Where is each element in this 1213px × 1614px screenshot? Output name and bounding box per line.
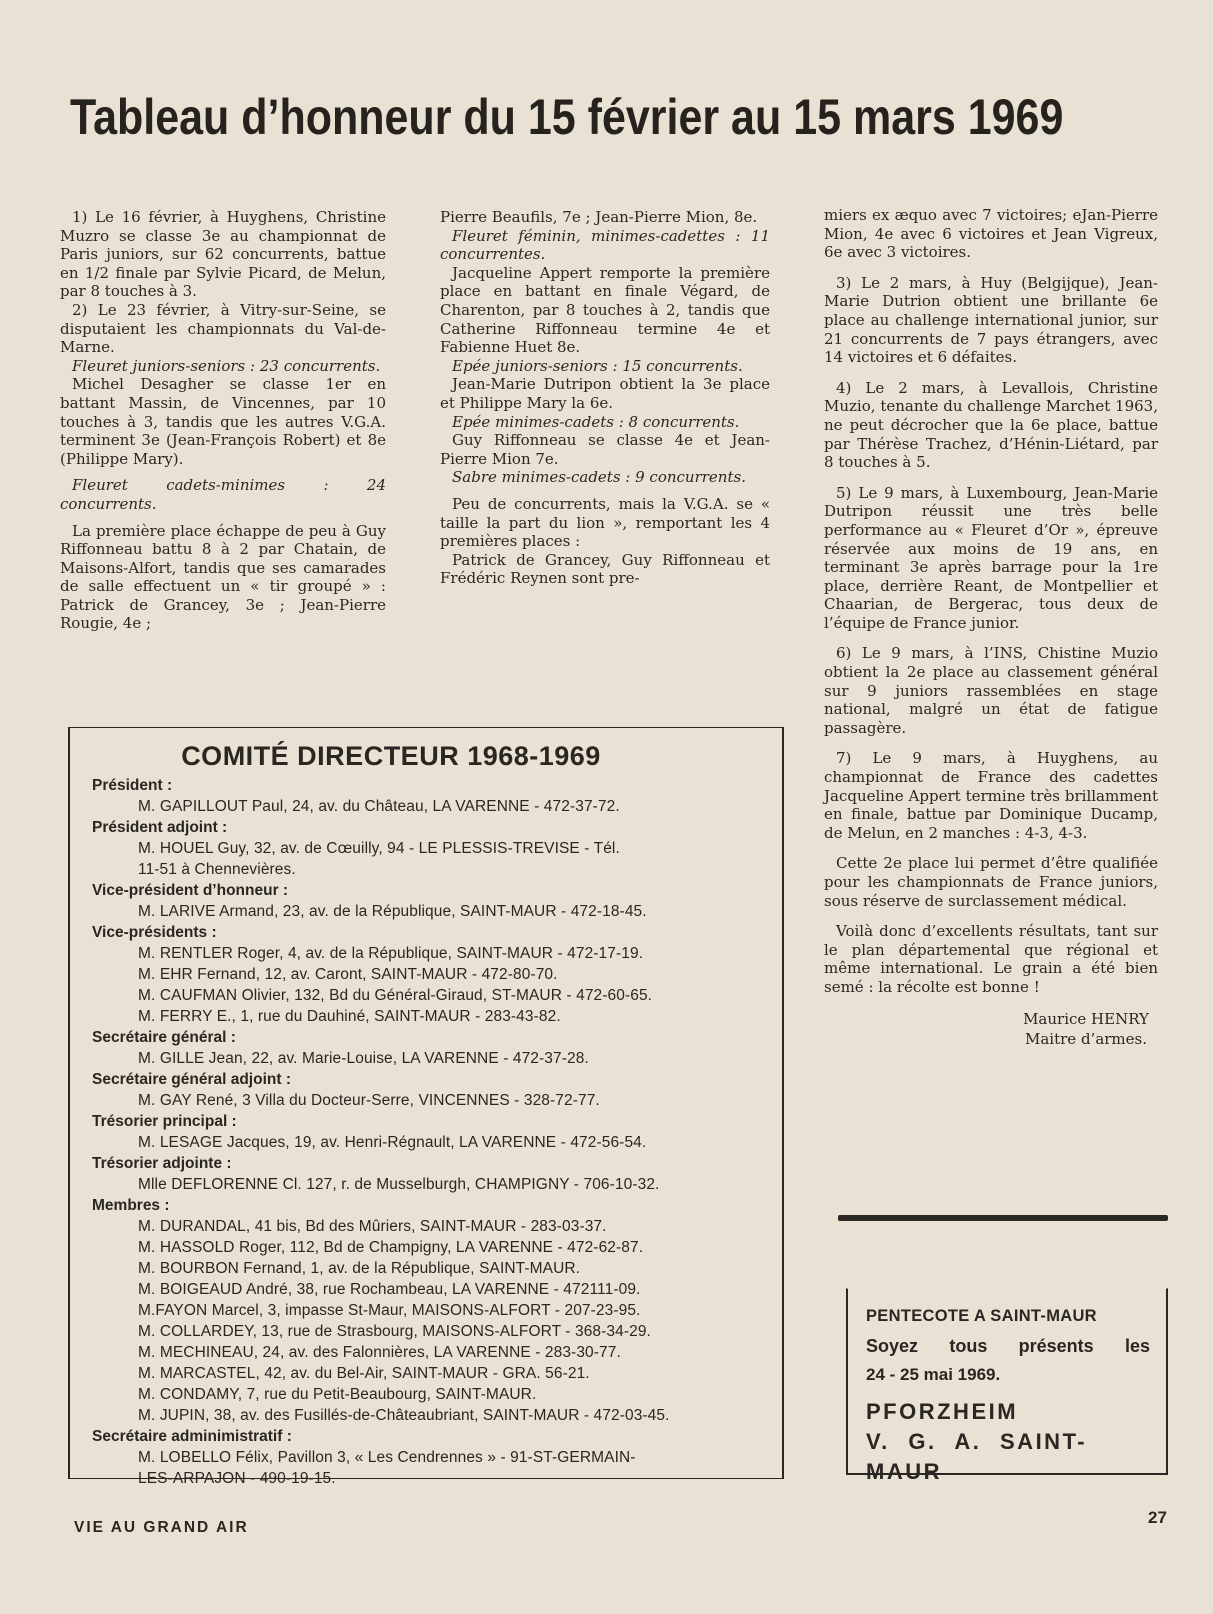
paragraph-heading: Sabre minimes-cadets : 9 concurrents. [452,468,746,487]
paragraph: 1) Le 16 février, à Huyghens, Christine Muzro se classe 3e au championnat de Paris juniors, sur 62 concurrents, battue en 1/2 finale par Sylvie Picard, de Melun, par 8 touches à 3. [60,208,386,301]
article-column-2 [440,208,770,588]
role-title: Secrétaire général : [92,1029,236,1046]
member-entry: M. LESAGE Jacques, 19, av. Henri-Régnault, LA VARENNE - 472-56-54. [138,1134,647,1151]
member-entry: M. DURANDAL, 41 bis, Bd des Mûriers, SAINT-MAUR - 283-03-37. [138,1218,607,1235]
paragraph: La première place échappe de peu à Guy Riffonneau battu 8 à 2 par Chatain, de Maisons-Alfort, tandis que ses camarades de salle effectuent un « tir groupé » : Patrick de Grancey, 3e ; Jean-Pierre Rougie, 4e ; [60,521,386,633]
member-entry: M. RENTLER Roger, 4, av. de la République, SAINT-MAUR - 472-17-19. [138,945,644,962]
member-entry: M. MARCASTEL, 42, av. du Bel-Air, SAINT-MAUR - GRA. 56-21. [138,1365,590,1382]
paragraph: Michel Desagher se classe 1er en battant Massin, de Vincennes, par 10 touches à 3, tandis que les autres V.G.A. terminent 3e (Jean-François Robert) et 8e (Philippe Mary). [60,375,386,468]
paragraph: 6) Le 9 mars, à l’INS, Chistine Muzio obtient la 2e place au classement général sur 9 juniors rassemblées en stage national, malgré un état de fatigue passagère. [824,644,1158,737]
member-entry: M. GAPILLOUT Paul, 24, av. du Château, LA VARENNE - 472-37-72. [138,798,620,815]
paragraph: 4) Le 2 mars, à Levallois, Christine Muzio, tenante du challenge Marchet 1963, ne peut décrocher que la 6e place, battue par Thérèse Trachez, d’Hénin-Liétard, par 8 touches à 5. [824,378,1158,472]
member-entry: M. BOURBON Fernand, 1, av. de la République, SAINT-MAUR. [138,1260,581,1277]
paragraph: Patrick de Grancey, Guy Riffonneau et Frédéric Reynen sont pre- [440,550,770,588]
paragraph: 5) Le 9 mars, à Luxembourg, Jean-Marie Dutripon réussit une très belle performance au « Fleuret d’Or », épreuve réservée aux moins de 19 ans, en terminant 3e après barrage pour la 1re place, derrière Reant, de Montpellier et Chaarian, de Bergerac, tous deux de l’équipe de France junior. [824,483,1158,632]
paragraph: Jacqueline Appert remporte la première place en battant en finale Végard, de Charenton, par 8 touches à 2, tandis que Catherine Riffonneau termine 4e et Fabienne Huet 8e. [440,263,770,357]
author-role: Maitre d’armes. [1025,1029,1147,1048]
role-title: Vice-président d’honneur : [92,882,289,899]
paragraph: Pierre Beaufils, 7e ; Jean-Pierre Mion, 8e. [440,208,758,226]
paragraph: miers ex æquo avec 7 victoires; eJan-Pierre Mion, 4e avec 6 victoires et Jean Vigreux, 6e avec 3 victoires. [824,206,1158,262]
role-title: Secrétaire général adjoint : [92,1071,291,1088]
member-entry: M. LOBELLO Félix, Pavillon 3, « Les Cendrennes » - 91-ST-GERMAIN- [138,1449,636,1466]
member-entry: M. MECHINEAU, 24, av. des Falonnières, LA VARENNE - 283-30-77. [138,1344,621,1361]
member-entry: M. JUPIN, 38, av. des Fusillés-de-Châteaubriant, SAINT-MAUR - 472-03-45. [138,1407,670,1424]
role-title: Président adjoint : [92,819,228,836]
member-entry: M. BOIGEAUD André, 38, rue Rochambeau, LA VARENNE - 472111-09. [138,1281,641,1298]
paragraph-heading: Fleuret cadets-minimes : 24 concurrents. [60,476,386,513]
member-entry: M. GILLE Jean, 22, av. Marie-Louise, LA VARENNE - 472-37-28. [138,1050,589,1067]
paragraph-heading: Fleuret féminin, minimes-cadettes : 11 concurrentes. [440,226,770,264]
paragraph: 7) Le 9 mars, à Huyghens, au championnat de France des cadettes Jacqueline Appert termine très brillamment en finale, battue par Dominique Ducamp, de Melun, en 2 manches : 4-3, 4-3. [824,749,1158,842]
article-column-3 [824,206,1158,1049]
member-entry: M. CONDAMY, 7, rue du Petit-Beaubourg, SAINT-MAUR. [138,1386,537,1403]
ad-line: PENTECOTE A SAINT-MAUR [866,1307,1097,1325]
page-title: Tableau d’honneur du 15 février au 15 mars 1969 [70,89,1064,145]
member-entry: M. HASSOLD Roger, 112, Bd de Champigny, LA VARENNE - 472-62-87. [138,1239,644,1256]
role-title: Vice-présidents : [92,924,217,941]
magazine-name: VIE AU GRAND AIR [74,1519,249,1536]
ad-line: PFORZHEIM [866,1399,1019,1424]
role-title: Trésorier adjointe : [92,1155,232,1172]
role-title: Secrétaire adminimistratif : [92,1428,292,1445]
signature [824,1009,1158,1049]
member-entry: LES-ARPAJON - 490-19-15. [138,1470,336,1487]
role-title: Président : [92,777,173,794]
paragraph: Peu de concurrents, mais la V.G.A. se « taille la part du lion », remportant les 4 premières places : [440,494,770,551]
paragraph: 3) Le 2 mars, à Huy (Belgijque), Jean-Marie Dutrion obtient une brillante 6e place au challenge international junior, sur 21 concurrents de 7 pays étrangers, avec 14 victoires et 6 défaites. [824,273,1158,367]
member-entry: M. COLLARDEY, 13, rue de Strasbourg, MAISONS-ALFORT - 368-34-29. [138,1323,651,1340]
paragraph-heading: Fleuret juniors-seniors : 23 concurrents. [72,356,381,375]
member-entry: Mlle DEFLORENNE Cl. 127, r. de Musselburgh, CHAMPIGNY - 706-10-32. [138,1176,660,1193]
paragraph: Guy Riffonneau se classe 4e et Jean-Pierre Mion 7e. [440,431,770,468]
author-name: Maurice HENRY [1023,1009,1149,1028]
divider [838,1215,1168,1221]
ad-line: 24 - 25 mai 1969. [866,1365,1001,1384]
role-title: Trésorier principal : [92,1113,237,1130]
event-ad-box [846,1288,1168,1484]
paragraph-heading: Epée juniors-seniors : 15 concurrents. [452,356,743,375]
role-title: Membres : [92,1197,170,1214]
paragraph: Jean-Marie Dutripon obtient la 3e place et Philippe Mary la 6e. [440,375,770,412]
member-entry: M. FERRY E., 1, rue du Dauhiné, SAINT-MAUR - 283-43-82. [138,1008,561,1025]
paragraph: Voilà donc d’excellents résultats, tant sur le plan départemental que régional et même international. Le grain a été bien semé : la récolte est bonne ! [824,922,1158,996]
committee-title: COMITÉ DIRECTEUR 1968-1969 [181,741,601,771]
member-entry: M. EHR Fernand, 12, av. Caront, SAINT-MAUR - 472-80-70. [138,966,558,983]
member-entry: M. LARIVE Armand, 23, av. de la République, SAINT-MAUR - 472-18-45. [138,903,647,920]
page-number: 27 [1148,1508,1167,1527]
committee-roles [70,775,782,1489]
member-entry: M. HOUEL Guy, 32, av. de Cœuilly, 94 - LE PLESSIS-TREVISE - Tél. [138,840,620,857]
ad-line: V. G. A. SAINT-MAUR [866,1429,1088,1484]
member-entry: M. GAY René, 3 Villa du Docteur-Serre, VINCENNES - 328-72-77. [138,1092,600,1109]
member-entry: M.FAYON Marcel, 3, impasse St-Maur, MAISONS-ALFORT - 207-23-95. [138,1302,641,1319]
article-column-1 [60,208,386,633]
member-entry: 11-51 à Chennevières. [138,861,296,878]
paragraph: 2) Le 23 février, à Vitry-sur-Seine, se disputaient les championnats du Val-de-Marne. [60,300,386,357]
ad-line: Soyez tous présents les [866,1336,1150,1356]
paragraph-heading: Epée minimes-cadets : 8 concurrents. [452,412,740,431]
member-entry: M. CAUFMAN Olivier, 132, Bd du Général-Giraud, ST-MAUR - 472-60-65. [138,987,653,1004]
paragraph: Cette 2e place lui permet d’être qualifiée pour les championnats de France juniors, sous réserve de surclassement médical. [824,854,1158,910]
committee-box [68,727,784,1487]
